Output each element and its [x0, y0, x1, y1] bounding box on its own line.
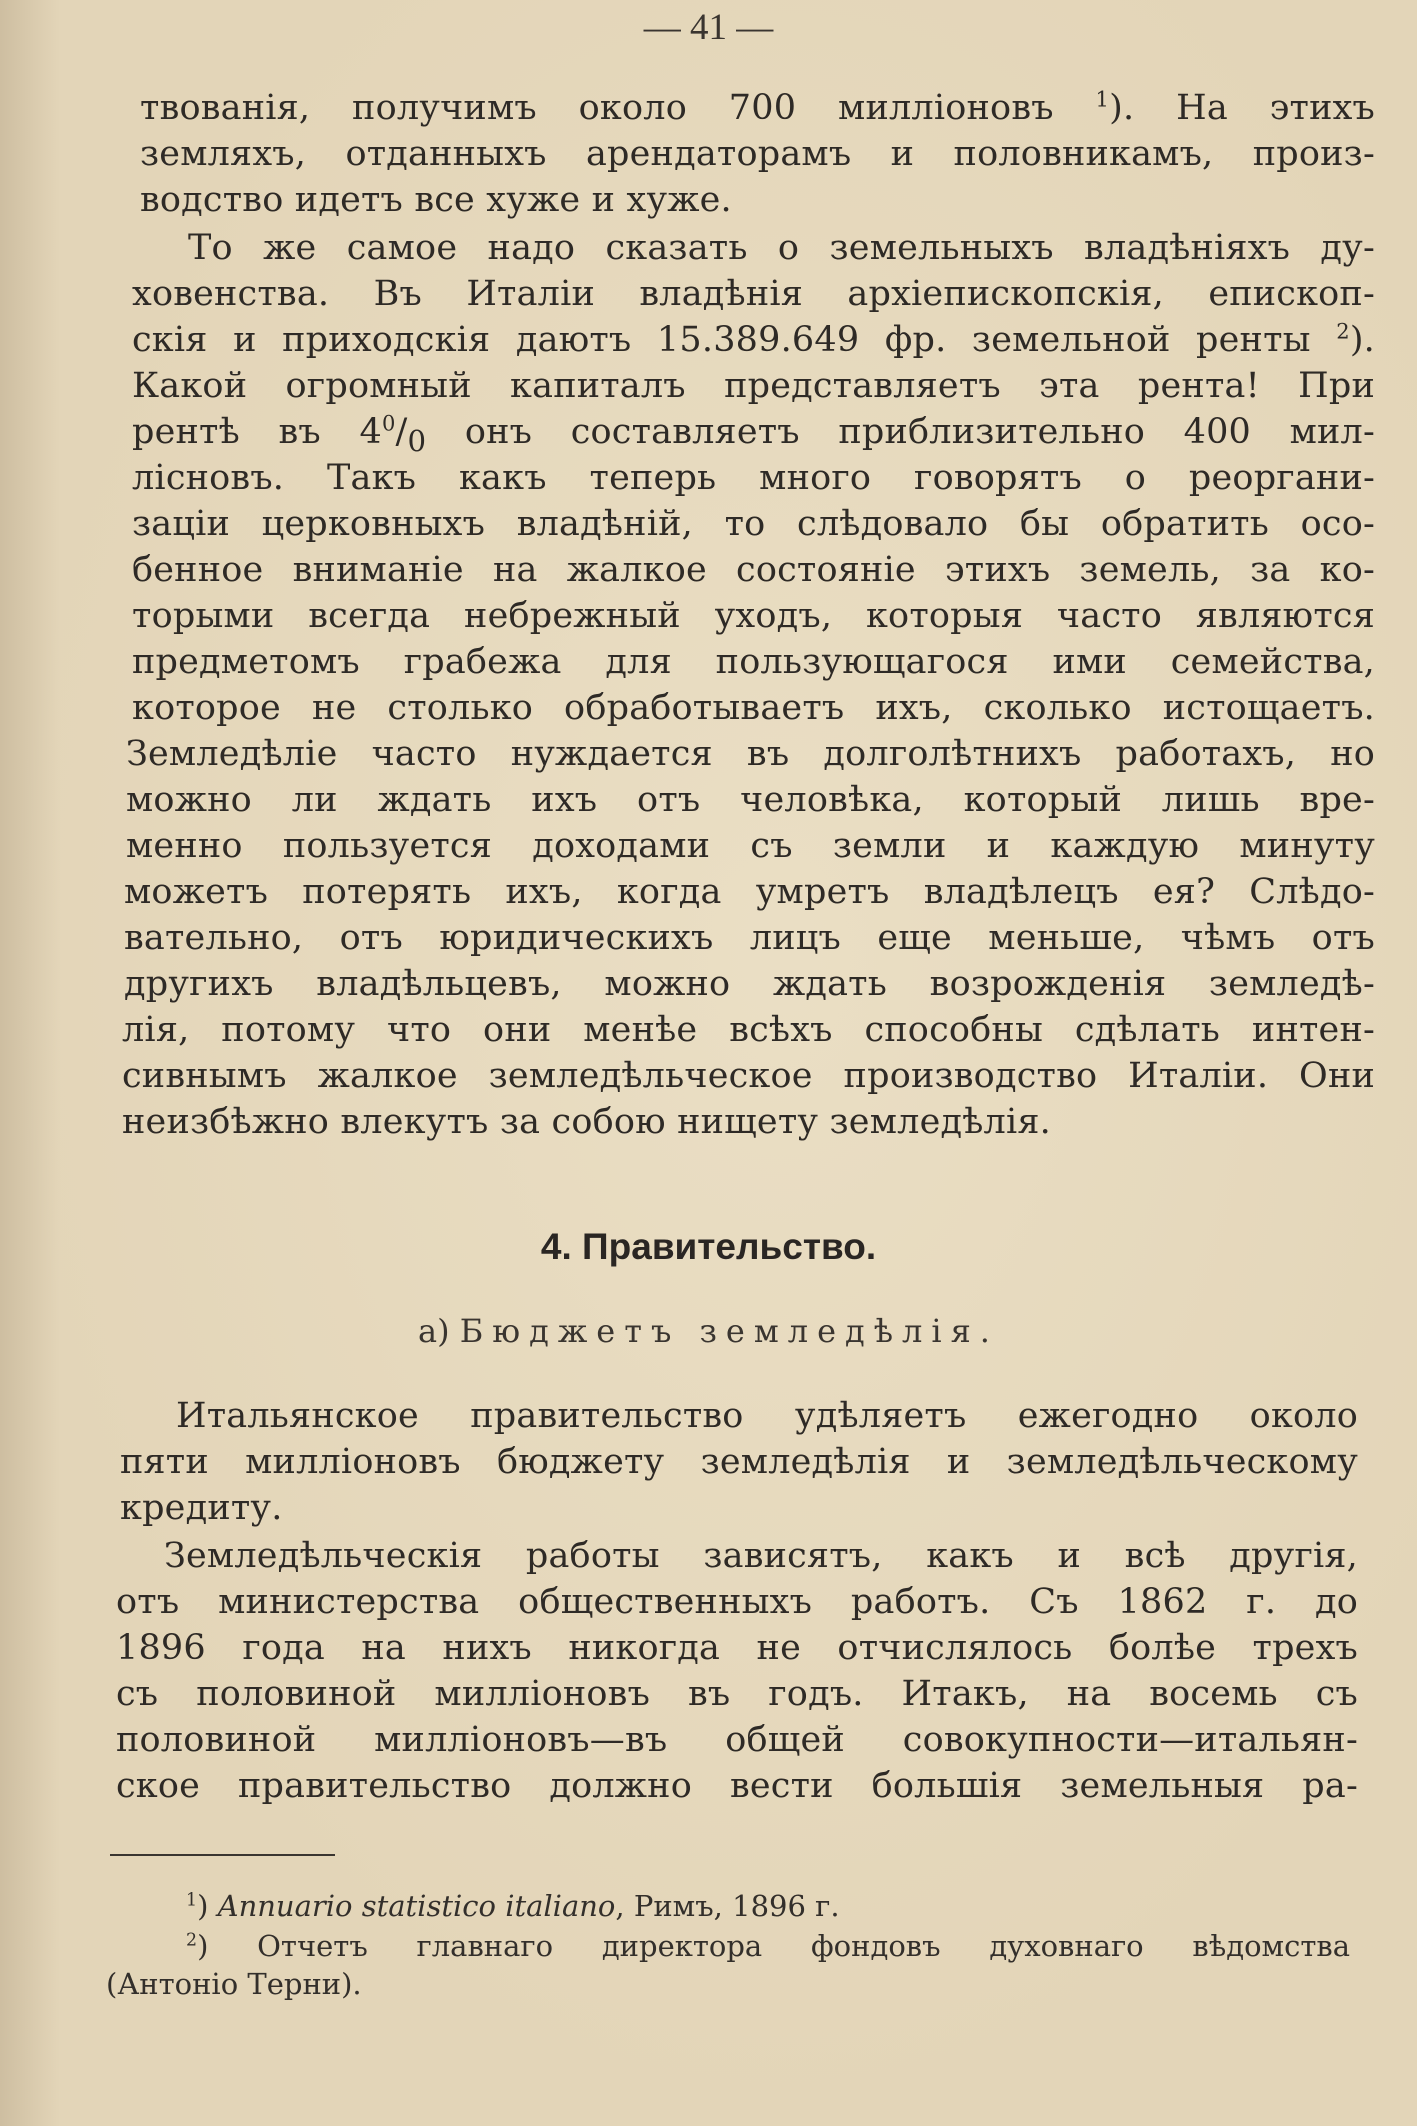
text-line: рентѣ въ $4^0/_0$ онъ составляетъ приблизительно 400 мил- — [132, 411, 1376, 458]
text-line: бенное вниманіе на жалкое состояніе этихъ земель, за ко- — [132, 550, 1375, 590]
section-subheading: a) Бюджетъ земледѣлія. — [418, 1312, 999, 1350]
text-line: вательно, отъ юридическихъ лицъ еще меньше, чѣмъ отъ — [124, 918, 1375, 958]
footnote-2-continuation: (Антоніо Терни). — [106, 1967, 362, 2001]
section-heading: 4. Правительство. — [540, 1226, 877, 1267]
footnote-2: $^2$) Отчетъ главнаго директора фондовъ духовнаго вѣдомства — [186, 1929, 1350, 1963]
text-line: отъ министерства общественныхъ работъ. Съ 1862 г. до — [116, 1582, 1358, 1622]
text-line: 1896 года на нихъ никогда не отчислялось болѣе трехъ — [116, 1628, 1358, 1668]
text-line: скія и приходскія даютъ 15.389.649 фр. земельной ренты $^2$). — [132, 319, 1375, 360]
text-line: ховенства. Въ Италіи владѣнія архіепископскія, епископ- — [132, 274, 1375, 314]
text-line: Итальянское правительство удѣляетъ ежегодно около — [176, 1396, 1358, 1436]
text-line: лісновъ. Такъ какъ теперь много говорятъ о реоргани- — [132, 458, 1375, 498]
text-line: неизбѣжно влекутъ за собою нищету земледѣлія. — [122, 1102, 1051, 1142]
text-line: которое не столько обработываетъ ихъ, сколько истощаетъ. — [132, 688, 1375, 728]
text-line: съ половиной милліоновъ въ годъ. Итакъ, на восемь съ — [116, 1674, 1358, 1714]
text-line: кредиту. — [120, 1488, 283, 1528]
text-line: заціи церковныхъ владѣній, то слѣдовало бы обратить осо- — [132, 504, 1375, 544]
text-line: половиной милліоновъ—въ общей совокупности—итальян- — [116, 1720, 1358, 1760]
text-line: То же самое надо сказать о земельныхъ владѣніяхъ ду- — [188, 228, 1375, 268]
text-line: Какой огромный капиталъ представляетъ эта рента! При — [132, 366, 1375, 406]
text-line: Земледѣльческія работы зависятъ, какъ и всѣ другія, — [164, 1536, 1358, 1576]
footnote-separator — [110, 1854, 335, 1856]
page-number: — 41 — — [643, 7, 774, 48]
text-line: Земледѣліе часто нуждается въ долголѣтнихъ работахъ, но — [126, 734, 1375, 774]
percent-superscript: 0 — [381, 411, 396, 436]
text-line: можетъ потерять ихъ, когда умретъ владѣлецъ ея? Слѣдо- — [124, 872, 1375, 912]
footnote-ref[interactable]: 1 — [1095, 87, 1110, 112]
text-line: сивнымъ жалкое земледѣльческое производство Италіи. Они — [122, 1056, 1375, 1096]
text-line: пяти милліоновъ бюджету земледѣлія и земледѣльческому — [120, 1442, 1358, 1482]
text-line: твованія, получимъ около 700 милліоновъ $^1$). На этихъ — [140, 87, 1376, 128]
text-line: можно ли ждать ихъ отъ человѣка, который лишь вре- — [126, 780, 1375, 820]
percent-subscript: 0 — [407, 424, 427, 458]
footnote-1: $^1$) Annuario statistico italiano, Римъ, 1896 г. — [186, 1889, 840, 1923]
text-line: предметомъ грабежа для пользующагося ими семейства, — [132, 642, 1375, 682]
text-line: лія, потому что они менѣе всѣхъ способны сдѣлать интен- — [122, 1010, 1375, 1050]
text-line: водство идетъ все хуже и хуже. — [140, 180, 732, 220]
text-line: торыми всегда небрежный уходъ, которыя часто являются — [132, 596, 1375, 636]
footnote-ref[interactable]: 2 — [1336, 319, 1350, 344]
text-line: земляхъ, отданныхъ арендаторамъ и половникамъ, произ- — [140, 134, 1375, 174]
text-line: другихъ владѣльцевъ, можно ждать возрожденія земледѣ- — [124, 964, 1375, 1004]
text-line: ское правительство должно вести большія земельныя ра- — [116, 1766, 1358, 1806]
text-line: менно пользуется доходами съ земли и каждую минуту — [126, 826, 1375, 866]
